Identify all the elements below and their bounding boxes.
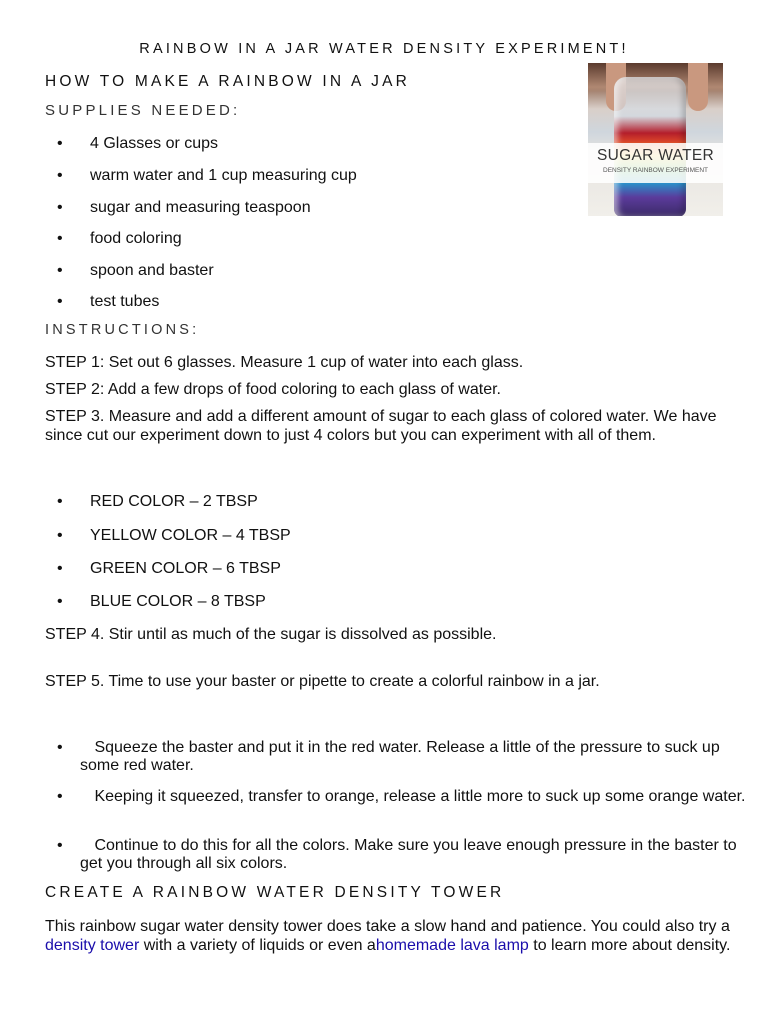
bullet-icon: • [57,135,63,152]
supplies-heading: SUPPLIES NEEDED: [45,102,241,119]
tower-paragraph: This rainbow sugar water density tower does take a slow hand and patience. You could also try a density tower with a variety of liquids or even ahomemade lava lamp to learn more about density. [45,918,731,954]
list-item: • GREEN COLOR – 6 TBSP [57,560,281,577]
list-item: • YELLOW COLOR – 4 TBSP [57,527,291,544]
instructions-heading: INSTRUCTIONS: [45,322,200,338]
list-item: • Continue to do this for all the colors. Make sure you leave enough pressure in the baster to get you through all six colors. [57,837,737,872]
finger-shape [688,63,708,111]
list-item: • RED COLOR – 2 TBSP [57,493,258,510]
step-1: STEP 1: Set out 6 glasses. Measure 1 cup of water into each glass. [45,354,524,371]
bullet-icon: • [57,167,63,184]
list-item: • Keeping it squeezed, transfer to orange, release a little more to suck up some orange water. [57,788,746,805]
document-title: RAINBOW IN A JAR WATER DENSITY EXPERIMENT! [139,41,629,57]
list-item: • 4 Glasses or cups [57,135,219,152]
bullet-icon: • [57,230,63,247]
step-4: STEP 4. Stir until as much of the sugar is dissolved as possible. [45,626,497,643]
section-heading-tower: CREATE A RAINBOW WATER DENSITY TOWER [45,884,505,901]
bullet-icon: • [57,560,63,577]
photo-subtitle: DENSITY RAINBOW EXPERIMENT [603,167,708,174]
list-item: • test tubes [57,293,160,310]
list-item: • food coloring [57,230,182,247]
bullet-icon: • [57,199,63,216]
list-item: • warm water and 1 cup measuring cup [57,167,357,184]
bullet-icon: • [57,739,63,756]
step-3: STEP 3. Measure and add a different amount of sugar to each glass of colored water. We have since cut our experiment down to just 4 colors but you can experiment with all of them. [45,408,717,444]
bullet-icon: • [57,493,63,510]
step-5: STEP 5. Time to use your baster or pipette to create a colorful rainbow in a jar. [45,673,600,690]
list-item: • sugar and measuring teaspoon [57,199,311,216]
bullet-icon: • [57,293,63,310]
bullet-icon: • [57,527,63,544]
sugar-water-photo [588,63,723,216]
bullet-icon: • [57,837,63,854]
bullet-icon: • [57,788,63,805]
list-item: • Squeeze the baster and put it in the red water. Release a little of the pressure to suck up some red water. [57,739,720,774]
photo-title: SUGAR WATER [597,147,714,164]
homemade-lava-lamp-link[interactable]: homemade lava lamp [375,937,529,954]
density-tower-link[interactable]: density tower [45,937,140,954]
list-item: • BLUE COLOR – 8 TBSP [57,593,266,610]
section-heading-how-to: HOW TO MAKE A RAINBOW IN A JAR [45,73,411,90]
bullet-icon: • [57,262,63,279]
list-item: • spoon and baster [57,262,214,279]
step-2: STEP 2: Add a few drops of food coloring to each glass of water. [45,381,501,398]
bullet-icon: • [57,593,63,610]
